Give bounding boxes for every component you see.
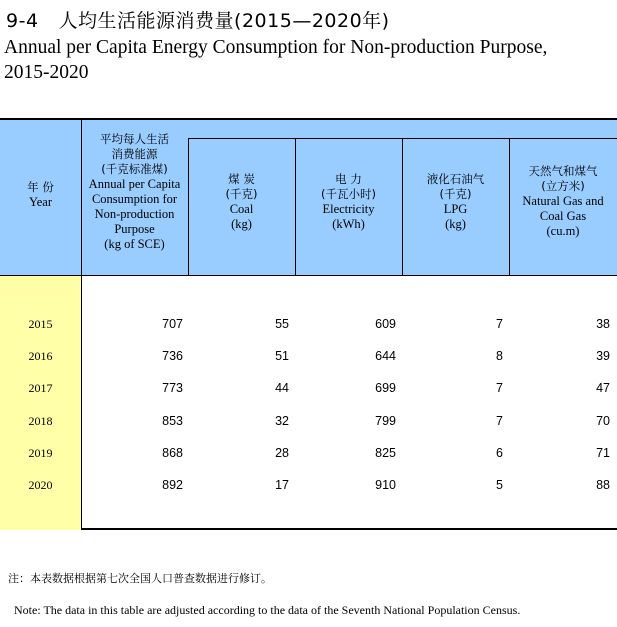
table-row — [0, 314, 617, 334]
table-row — [0, 378, 617, 398]
cell-year: 2020 — [28, 478, 53, 492]
table-title-en — [4, 35, 604, 85]
cell-year: 2018 — [28, 414, 53, 428]
cell-year: 2016 — [28, 349, 53, 363]
cell-lpg: 5 — [496, 478, 503, 492]
cell-electricity: 644 — [375, 349, 396, 363]
cell-coal: 17 — [275, 478, 289, 492]
cell-lpg: 6 — [496, 446, 503, 460]
data-table — [0, 118, 617, 530]
cell-coal: 28 — [275, 446, 289, 460]
cell-total: 868 — [162, 446, 183, 460]
cell-total: 853 — [162, 414, 183, 428]
cell-year: 2017 — [28, 381, 53, 395]
cell-gas: 70 — [596, 414, 610, 428]
table-number: 9-4 — [6, 10, 39, 32]
header-electricity: 电 力 (千瓦小时) Electricity (kWh) — [321, 172, 376, 231]
cell-total: 707 — [162, 317, 183, 331]
cell-gas: 71 — [596, 446, 610, 460]
cell-lpg: 7 — [496, 381, 503, 395]
cell-electricity: 699 — [375, 381, 396, 395]
cell-coal: 44 — [275, 381, 289, 395]
footnote-en: Note: The data in this table are adjusted according to the data of the Seventh National Population Census. — [14, 603, 521, 617]
cell-electricity: 799 — [375, 414, 396, 428]
header-year: 年 份 Year — [27, 180, 54, 209]
cell-coal: 55 — [275, 317, 289, 331]
cell-coal: 32 — [275, 414, 289, 428]
table-row — [0, 475, 617, 495]
cell-coal: 51 — [275, 349, 289, 363]
header-gas: 天然气和煤气 (立方米) Natural Gas and Coal Gas (cu.m) — [522, 164, 604, 238]
cell-total: 892 — [162, 478, 183, 492]
footnote-cn: 注：本表数据根据第七次全国人口普查数据进行修订。 — [8, 572, 272, 585]
subheader-rule — [188, 138, 617, 139]
cell-total: 773 — [162, 381, 183, 395]
table-row — [0, 346, 617, 366]
cell-lpg: 8 — [496, 349, 503, 363]
cell-lpg: 7 — [496, 317, 503, 331]
cell-gas: 47 — [596, 381, 610, 395]
title-en-line1: Annual per Capita Energy Consumption for Non-production Purpose, — [4, 37, 548, 58]
cell-gas: 39 — [596, 349, 610, 363]
cell-year: 2019 — [28, 446, 53, 460]
header-coal: 煤 炭 (千克) Coal (kg) — [225, 172, 258, 231]
cell-electricity: 609 — [375, 317, 396, 331]
title-cn-text: 人均生活能源消费量(2015—2020年) — [58, 10, 390, 32]
cell-electricity: 825 — [375, 446, 396, 460]
cell-gas: 88 — [596, 478, 610, 492]
table-row — [0, 443, 617, 463]
cell-lpg: 7 — [496, 414, 503, 428]
table-title-cn — [6, 6, 390, 33]
title-en-line2: 2015-2020 — [4, 62, 89, 83]
cell-total: 736 — [162, 349, 183, 363]
header-total: 平均每人生活 消费能源 (千克标准煤) Annual per Capita Consumption for Non-production Purpose (kg of SCE) — [88, 132, 181, 251]
header-lpg: 液化石油气 (千克) LPG (kg) — [426, 172, 485, 231]
table-row — [0, 411, 617, 431]
cell-electricity: 910 — [375, 478, 396, 492]
cell-gas: 38 — [596, 317, 610, 331]
cell-year: 2015 — [28, 317, 53, 331]
